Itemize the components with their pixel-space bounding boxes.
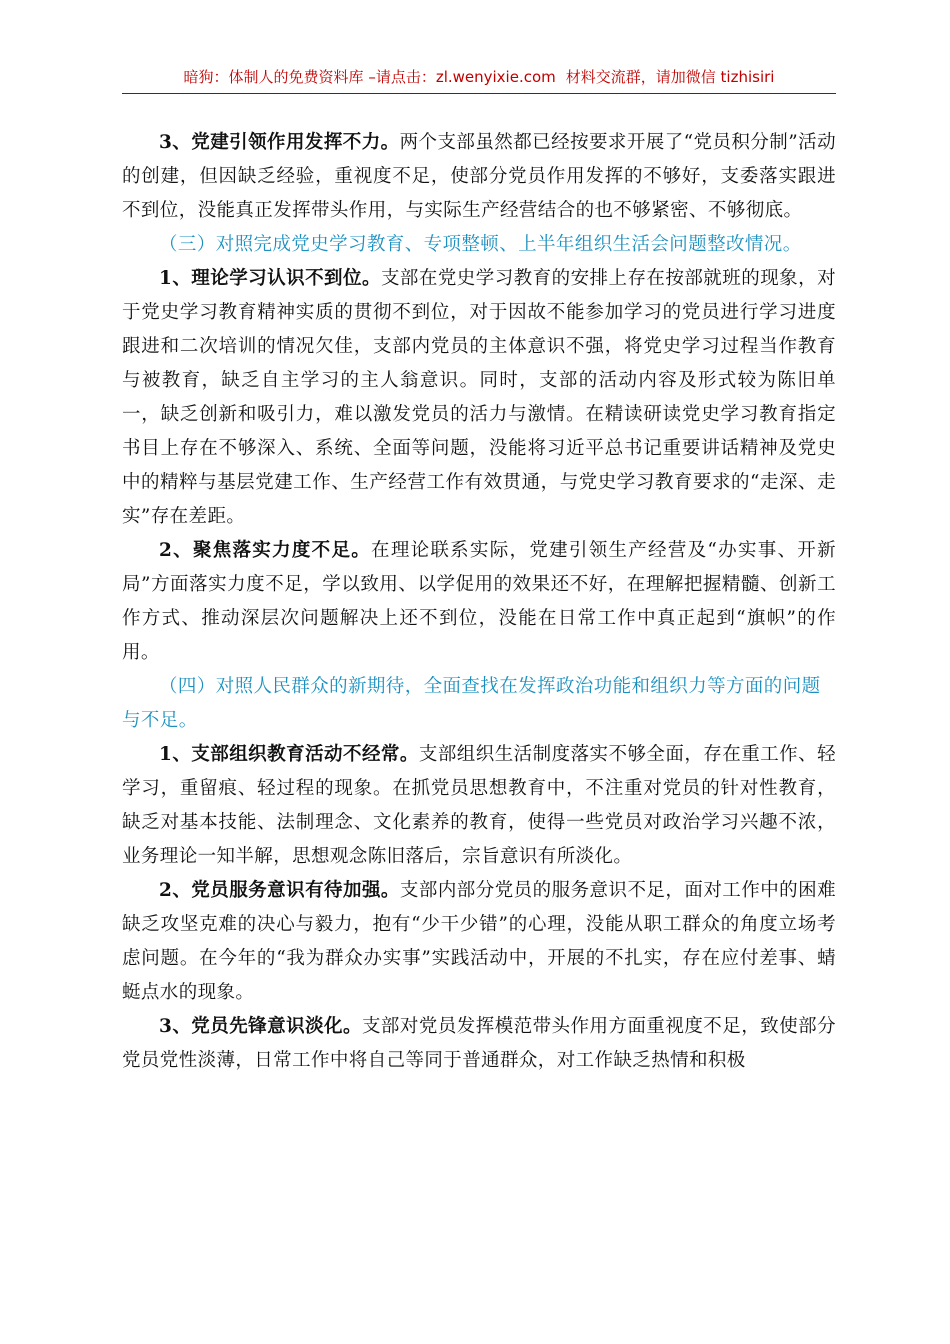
document-body xyxy=(122,126,836,1078)
paragraph-lead: 2、聚焦落实力度不足。 xyxy=(159,540,372,561)
paragraph-text: 支部在党史学习教育的安排上存在按部就班的现象，对于党史学习教育精神实质的贯彻不到位，对于因故不能参加学习的党员进行学习进度跟进和二次培训的情况欠佳，支部内党员的主体意识不强，将党史学习过程当作教育与被教育，缺乏自主学习的主人翁意识。同时，支部的活动内容及形式较为陈旧单一，缺乏创新和吸引力，难以激发党员的活力与激情。在精读研读党史学习教育指定书目上存在不够深入、系统、全面等问题，没能将习近平总书记重要讲话精神及党史中的精粹与基层党建工作、生产经营工作有效贯通，与党史学习教育要求的“走深、走实”存在差距。 xyxy=(122,268,836,527)
section-heading-4: （四）对照人民群众的新期待，全面查找在发挥政治功能和组织力等方面的问题与不足。 xyxy=(122,676,821,731)
paragraph-lead: 3、党建引领作用发挥不力。 xyxy=(159,132,400,153)
paragraph-1-theory-study xyxy=(122,262,836,534)
paragraph-text: 两个支部虽然都已经按要求开展了“党员积分制”活动的创建，但因缺乏经验，重视度不足，使部分党员作用发挥的不够好，支委落实跟进不到位，没能真正发挥带头作用，与实际生产经营结合的也不够紧密、不够彻底。 xyxy=(122,132,836,221)
header-divider xyxy=(122,93,836,94)
paragraph-1-education-activities xyxy=(122,738,836,874)
paragraph-lead: 2、党员服务意识有待加强。 xyxy=(159,880,400,901)
section-heading-3: （三）对照完成党史学习教育、专项整顿、上半年组织生活会问题整改情况。 xyxy=(159,234,802,255)
paragraph-3-vanguard-awareness xyxy=(122,1010,836,1078)
paragraph-text: 支部组织生活制度落实不够全面，存在重工作、轻学习，重留痕、轻过程的现象。在抓党员思想教育中，不注重对党员的针对性教育，缺乏对基本技能、法制理念、文化素养的教育，使得一些党员对政治学习兴趣不浓，业务理论一知半解，思想观念陈旧落后，宗旨意识有所淡化。 xyxy=(122,744,836,867)
paragraph-2-implementation xyxy=(122,534,836,670)
header-site-link-text[interactable]: 暗狗：体制人的免费资料库 –请点击：zl.wenyixie.com xyxy=(183,68,556,86)
paragraph-text: 支部内部分党员的服务意识不足，面对工作中的困难缺乏攻坚克难的决心与毅力，抱有“少干少错”的心理，没能从职工群众的角度立场考虑问题。在今年的“我为群众办实事”实践活动中，开展的不扎实，存在应付差事、蜻蜓点水的现象。 xyxy=(122,880,837,1003)
paragraph-text: 支部对党员发挥模范带头作用方面重视度不足，致使部分党员党性淡薄，日常工作中将自己等同于普通群众，对工作缺乏热情和积极 xyxy=(122,1016,836,1071)
paragraph-lead: 3、党员先锋意识淡化。 xyxy=(159,1016,362,1037)
page-header xyxy=(122,66,836,88)
paragraph-text: 在理论联系实际，党建引领生产经营及“办实事、开新局”方面落实力度不足，学以致用、以学促用的效果还不好，在理解把握精髓、创新工作方式、推动深层次问题解决上还不到位，没能在日常工作中真正起到“旗帜”的作用。 xyxy=(122,540,836,663)
paragraph-lead: 1、理论学习认识不到位。 xyxy=(159,268,381,289)
paragraph-lead: 1、支部组织教育活动不经常。 xyxy=(159,744,419,765)
paragraph-2-service-awareness xyxy=(122,874,836,1010)
header-wechat-text: 材料交流群，请加微信 tizhisiri xyxy=(565,68,775,86)
paragraph-3-party-leadership xyxy=(122,126,836,228)
